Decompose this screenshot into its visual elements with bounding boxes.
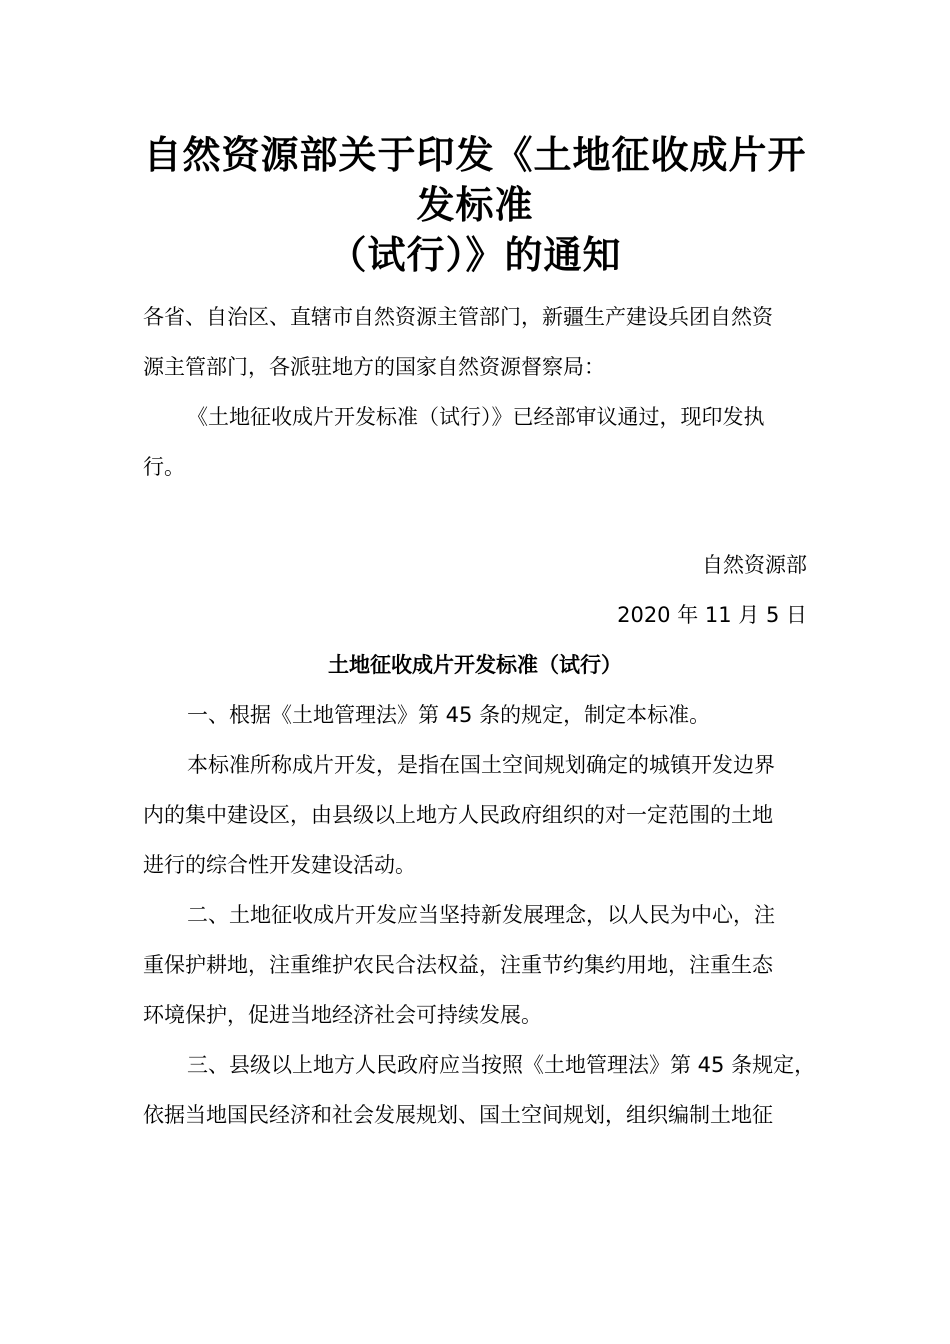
body-line: 进行的综合性开发建设活动。 [143,853,416,877]
issue-date: 2020 年 11 月 5 日 [617,603,807,627]
body-line: 三、县级以上地方人民政府应当按照《土地管理法》第 45 条规定， [187,1053,816,1077]
body-line: 依据当地国民经济和社会发展规划、国土空间规划，组织编制土地征 [143,1103,773,1127]
recipients-line-1: 各省、自治区、直辖市自然资源主管部门，新疆生产建设兵团自然资 [143,305,773,329]
document-title-line-2: 发标准 [416,182,534,227]
issuer-signature: 自然资源部 [702,553,807,577]
body-line: 环境保护，促进当地经济社会可持续发展。 [143,1003,542,1027]
body-line: 内的集中建设区，由县级以上地方人民政府组织的对一定范围的土地 [143,803,773,827]
body-line: 重保护耕地，注重维护农民合法权益，注重节约集约用地，注重生态 [143,953,773,977]
standard-title: 土地征收成片开发标准（试行） [328,653,622,677]
body-line: 二、土地征收成片开发应当坚持新发展理念，以人民为中心，注 [187,903,775,927]
notice-line-1: 《土地征收成片开发标准（试行）》已经部审议通过，现印发执 [187,405,765,429]
body-line: 本标准所称成片开发，是指在国土空间规划确定的城镇开发边界 [187,753,775,777]
document-title-line-3: （试行）》的通知 [328,232,622,277]
document-title-line-1: 自然资源部关于印发《土地征收成片开 [143,132,807,177]
notice-line-2: 行。 [143,455,185,479]
recipients-line-2: 源主管部门，各派驻地方的国家自然资源督察局： [143,355,605,379]
body-line: 一、根据《土地管理法》第 45 条的规定，制定本标准。 [187,703,711,727]
